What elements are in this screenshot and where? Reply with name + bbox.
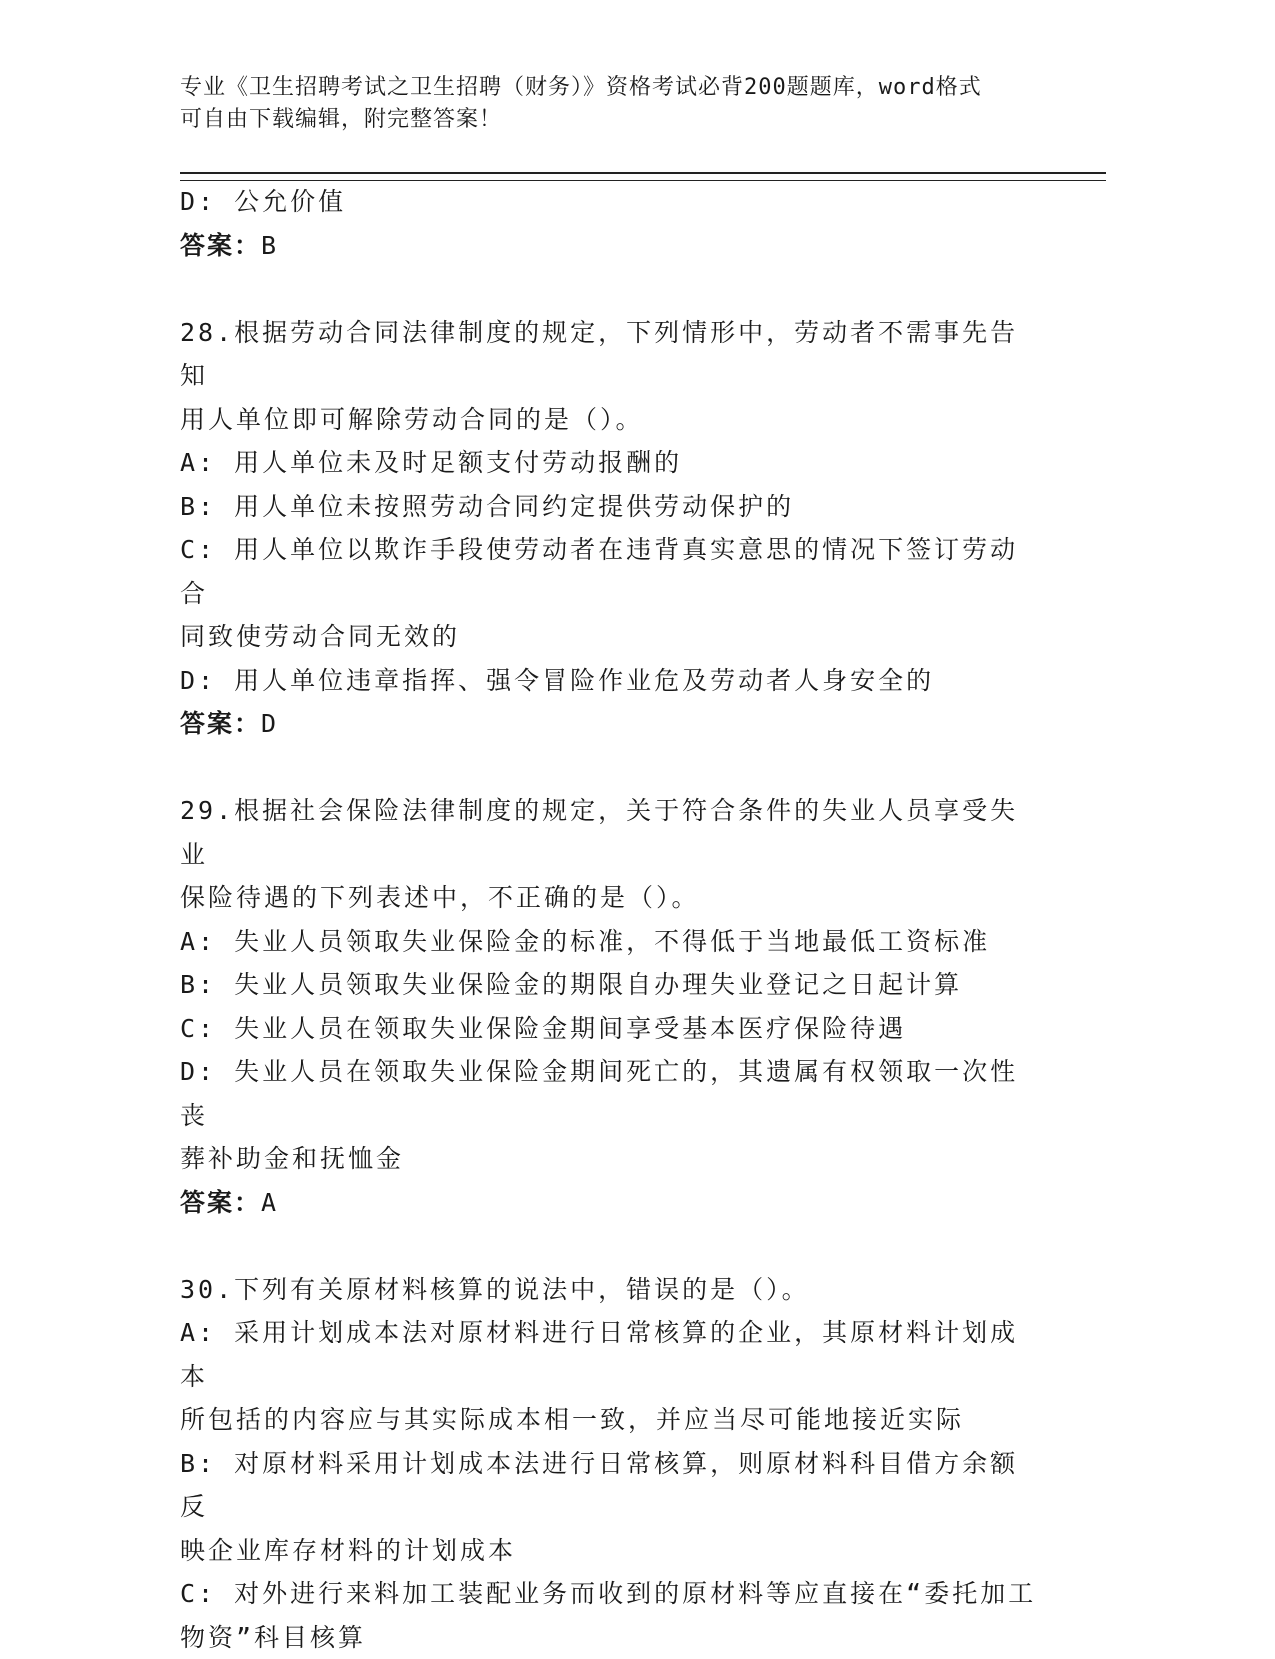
question-content xyxy=(180,180,1040,1659)
option-a: A: 采用计划成本法对原材料进行日常核算的企业，其原材料计划成本 xyxy=(180,1311,1040,1398)
answer xyxy=(180,1181,1040,1225)
question-stem: 28.根据劳动合同法律制度的规定，下列情形中，劳动者不需事先告知 xyxy=(180,311,1040,398)
question-30 xyxy=(180,1268,1040,1659)
answer-value: D xyxy=(261,709,278,738)
page-header xyxy=(180,72,1040,136)
header-line-2: 可自由下载编辑，附完整答案！ xyxy=(180,104,1040,136)
prev-option-d: D: 公允价值 xyxy=(180,180,1040,224)
header-line-1: 专业《卫生招聘考试之卫生招聘（财务）》资格考试必背200题题库，word格式 xyxy=(180,72,1040,104)
spacer xyxy=(180,746,1040,790)
answer-value: B xyxy=(261,231,278,260)
question-28 xyxy=(180,311,1040,746)
option-d: D: 用人单位违章指挥、强令冒险作业危及劳动者人身安全的 xyxy=(180,659,1040,703)
option-c: C: 用人单位以欺诈手段使劳动者在违背真实意思的情况下签订劳动合 xyxy=(180,528,1040,615)
answer-value: A xyxy=(261,1188,278,1217)
option-b: B: 失业人员领取失业保险金的期限自办理失业登记之日起计算 xyxy=(180,963,1040,1007)
question-stem: 30.下列有关原材料核算的说法中，错误的是（）。 xyxy=(180,1268,1040,1312)
spacer xyxy=(180,1224,1040,1268)
option-a: A: 失业人员领取失业保险金的标准，不得低于当地最低工资标准 xyxy=(180,920,1040,964)
question-stem-cont: 用人单位即可解除劳动合同的是（）。 xyxy=(180,398,1040,442)
option-d-cont: 葬补助金和抚恤金 xyxy=(180,1137,1040,1181)
option-c-cont: 同致使劳动合同无效的 xyxy=(180,615,1040,659)
option-a-cont: 所包括的内容应与其实际成本相一致，并应当尽可能地接近实际 xyxy=(180,1398,1040,1442)
question-29 xyxy=(180,789,1040,1224)
answer-label: 答案： xyxy=(180,1188,261,1217)
option-d: D: 失业人员在领取失业保险金期间死亡的，其遗属有权领取一次性丧 xyxy=(180,1050,1040,1137)
answer xyxy=(180,702,1040,746)
prev-answer xyxy=(180,224,1040,268)
answer-label: 答案： xyxy=(180,231,261,260)
option-c: C: 失业人员在领取失业保险金期间享受基本医疗保险待遇 xyxy=(180,1007,1040,1051)
question-stem-cont: 保险待遇的下列表述中，不正确的是（）。 xyxy=(180,876,1040,920)
answer-label: 答案： xyxy=(180,709,261,738)
option-a: A: 用人单位未及时足额支付劳动报酬的 xyxy=(180,441,1040,485)
option-b-cont: 映企业库存材料的计划成本 xyxy=(180,1529,1040,1573)
option-c-cont: 物资”科目核算 xyxy=(180,1616,1040,1659)
option-c: C: 对外进行来料加工装配业务而收到的原材料等应直接在“委托加工 xyxy=(180,1572,1040,1616)
question-stem: 29.根据社会保险法律制度的规定，关于符合条件的失业人员享受失业 xyxy=(180,789,1040,876)
option-b: B: 用人单位未按照劳动合同约定提供劳动保护的 xyxy=(180,485,1040,529)
spacer xyxy=(180,267,1040,311)
option-b: B: 对原材料采用计划成本法进行日常核算，则原材料科目借方余额反 xyxy=(180,1442,1040,1529)
